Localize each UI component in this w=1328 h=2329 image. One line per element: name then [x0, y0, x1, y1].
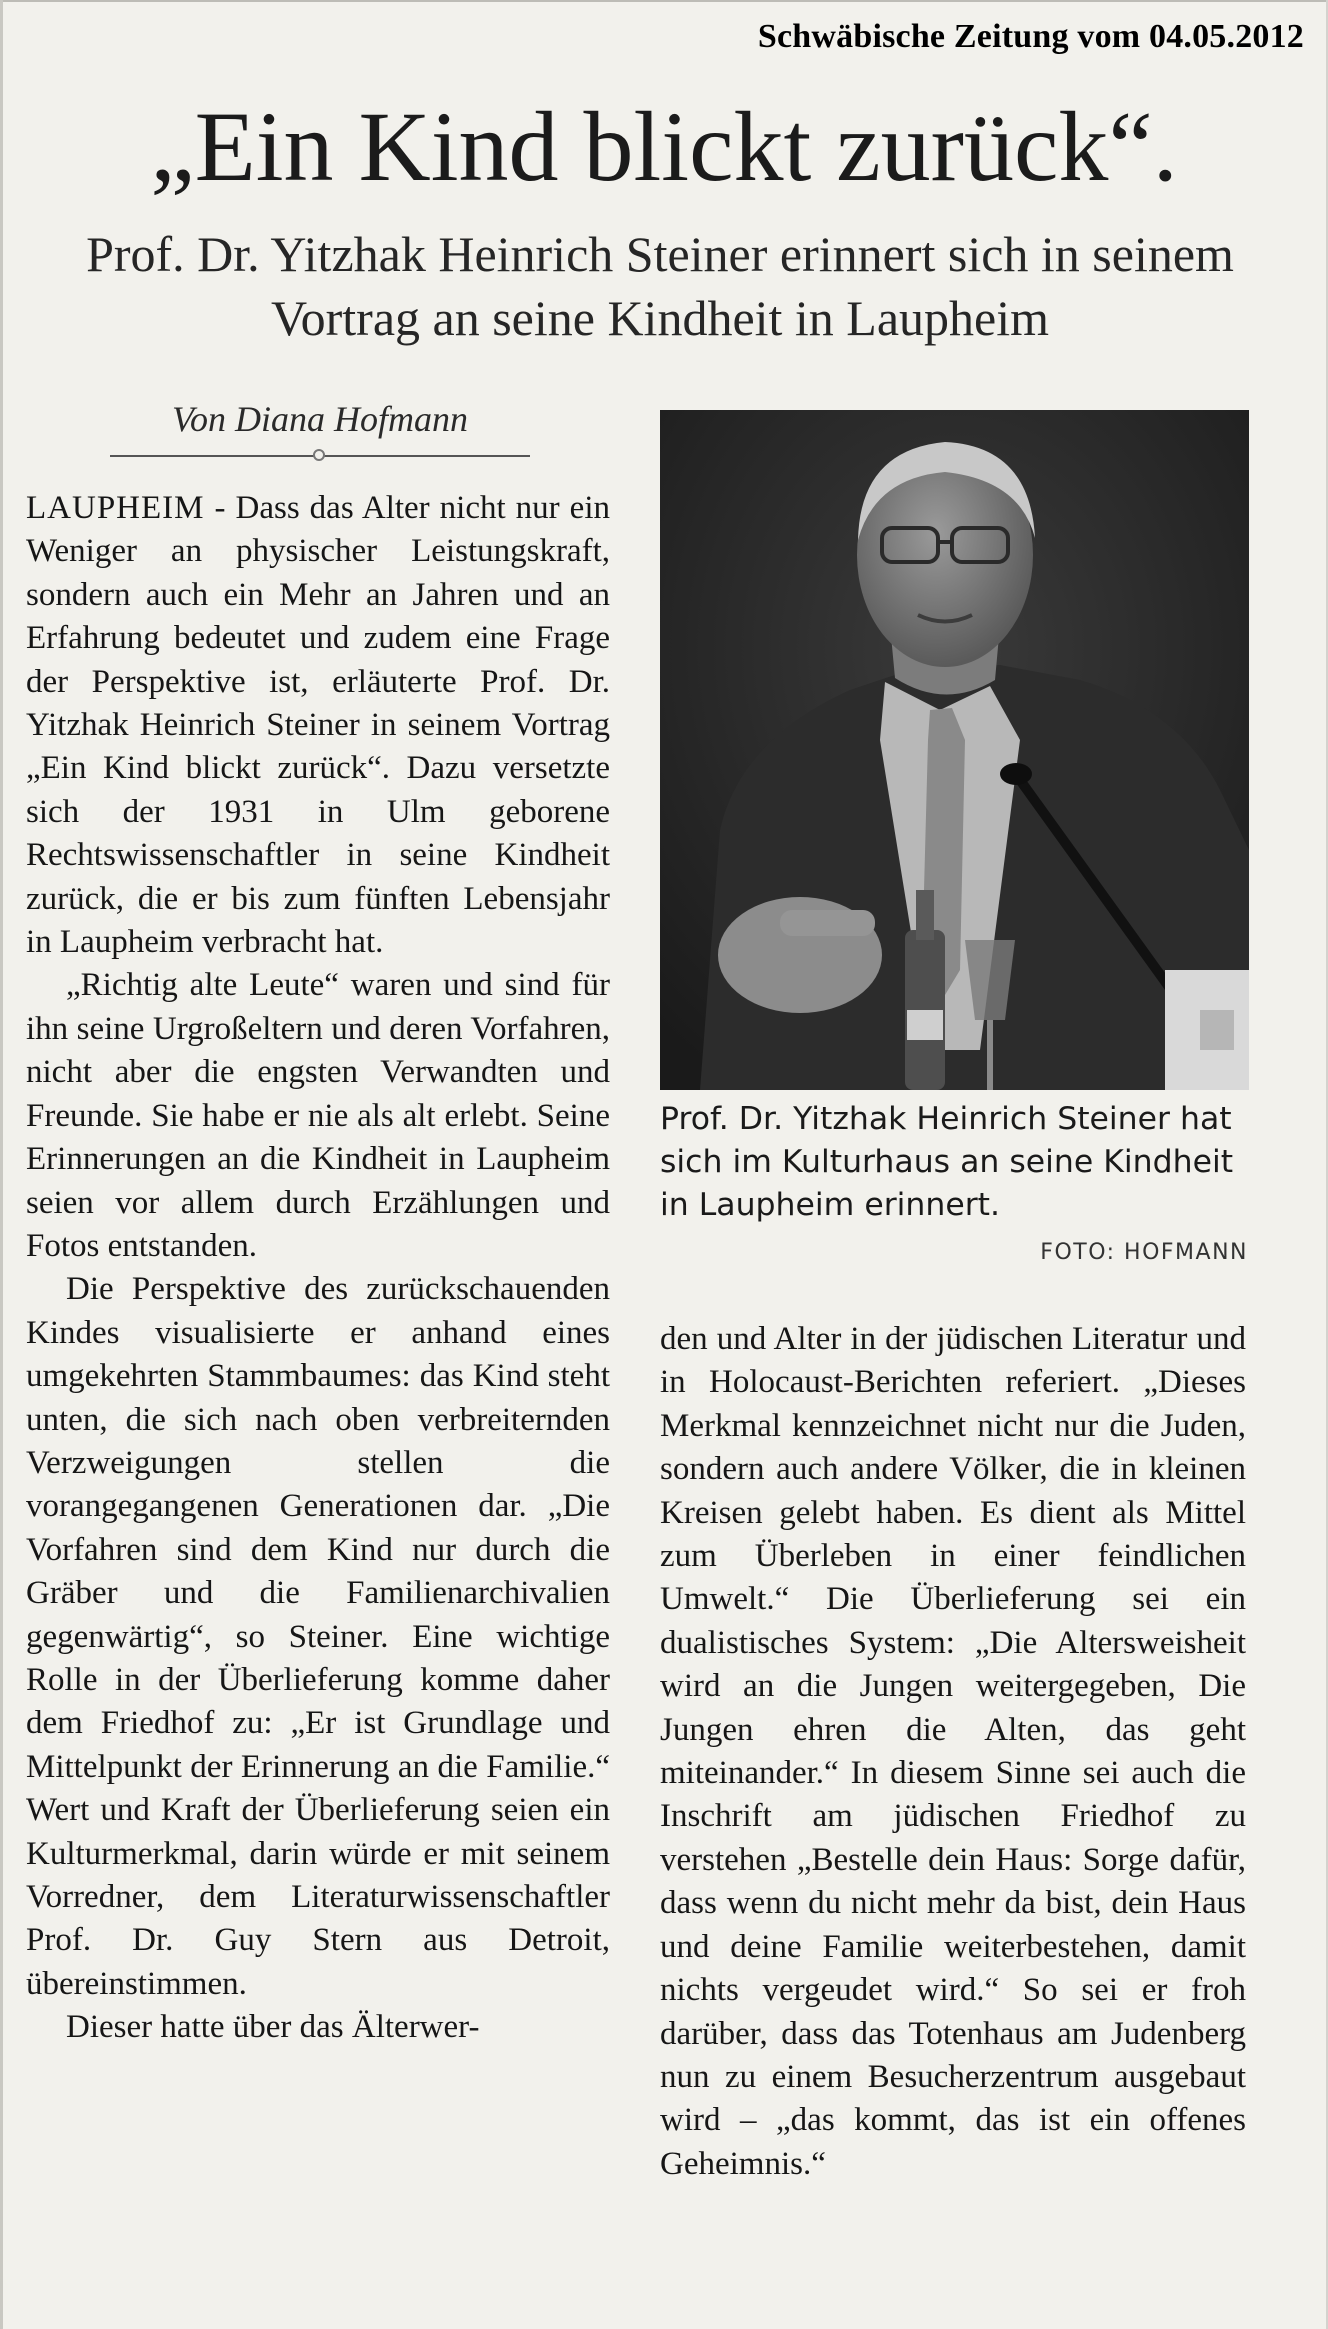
- paragraph-2: „Richtig alte Leute“ waren und sind für ihn seine Urgroßeltern und deren Vorfahren, nicht aber die engsten Verwandten und Freunde. Sie habe er nie als alt erlebt. Seine Erinnerungen an die Kindheit in Laupheim seien vor allem durch Erzählungen und Fotos entstanden.: [26, 967, 610, 1264]
- headline: „Ein Kind blickt zurück“.: [150, 91, 1178, 202]
- byline: Von Diana Hofmann: [172, 399, 468, 439]
- photo-credit: FOTO: HOFMANN: [1040, 1240, 1248, 1265]
- speaker-photo: [660, 410, 1249, 1090]
- paragraph-1: [26, 487, 610, 964]
- dateline: LAUPHEIM: [26, 490, 205, 526]
- article-column-right: [660, 1318, 1246, 2186]
- photo-caption: Prof. Dr. Yitzhak Heinrich Steiner hat sich im Kulturhaus an seine Kindheit in Laupheim erinnert.: [660, 1101, 1234, 1223]
- paragraph-5: den und Alter in der jüdischen Literatur und in Holocaust-Berichten referiert. „Dieses Merkmal kennzeichnet nicht nur die Juden, sondern auch andere Völker, die in kleinen Kreisen gelebt haben. Es dient als Mittel zum Überleben in einer feindlichen Umwelt.“ Die Überlieferung sei ein dualistisches System: „Die Altersweisheit wird an die Jungen weitergegeben, Die Jungen ehren die Alten, das geht miteinander.“ In diesem Sinne sei auch die Inschrift am jüdischen Friedhof zu verstehen „Bestelle dein Haus: Sorge dafür, dass wenn du nicht mehr da bist, dein Haus und deine Familie weiterbestehen, damit nichts vergeudet wird.“ So sei er froh darüber, dass das Totenhaus am Judenberg nun zu einem Besucherzentrum ausgebaut wird – „das kommt, das ist ein offenes Geheimnis.“: [660, 1321, 1246, 2182]
- paragraph-1-text: - Dass das Alter nicht nur ein Weniger an physischer Leistungskraft, sondern auch ein Mehr an Jahren und an Erfahrung bedeutet und zudem eine Frage der Perspektive ist, erläuterte Prof. Dr. Yitzhak Heinrich Steiner in seinem Vortrag „Ein Kind blickt zurück“. Dazu versetzte sich der 1931 in Ulm geborene Rechtswissenschaftler in seine Kindheit zurück, die er bis zum fünften Lebensjahr in Laupheim verbracht hat.: [26, 490, 610, 961]
- source-stamp: Schwäbische Zeitung vom 04.05.2012: [757, 18, 1304, 55]
- article-column-left: [26, 487, 610, 2050]
- speaker-photo-image: [660, 410, 1249, 1090]
- paragraph-4: Dieser hatte über das Älterwer-: [66, 2009, 480, 2046]
- top-edge: [0, 0, 1328, 2]
- left-edge: [0, 0, 3, 2329]
- subheadline: Prof. Dr. Yitzhak Heinrich Steiner erinnert sich in seinem Vortrag an seine Kindheit in Laupheim: [86, 226, 1234, 346]
- byline-ornament: [313, 449, 325, 461]
- paragraph-3: Die Perspektive des zurückschauenden Kindes visualisierte er anhand eines umgekehrten Stammbaumes: das Kind steht unten, die sich nach oben verbreiternden Verzweigungen stellen die vorangegangenen Generationen dar. „Die Vorfahren sind dem Kind nur durch die Gräber und die Familienarchivalien gegenwärtig“, so Steiner. Eine wichtige Rolle in der Überlieferung komme daher dem Friedhof zu: „Er ist Grundlage und Mittelpunkt der Erinnerung an die Familie.“ Wert und Kraft der Überlieferung seien ein Kulturmerkmal, darin würde er mit seinem Vorredner, dem Literaturwissenschaftler Prof. Dr. Guy Stern aus Detroit, übereinstimmen.: [26, 1271, 610, 2002]
